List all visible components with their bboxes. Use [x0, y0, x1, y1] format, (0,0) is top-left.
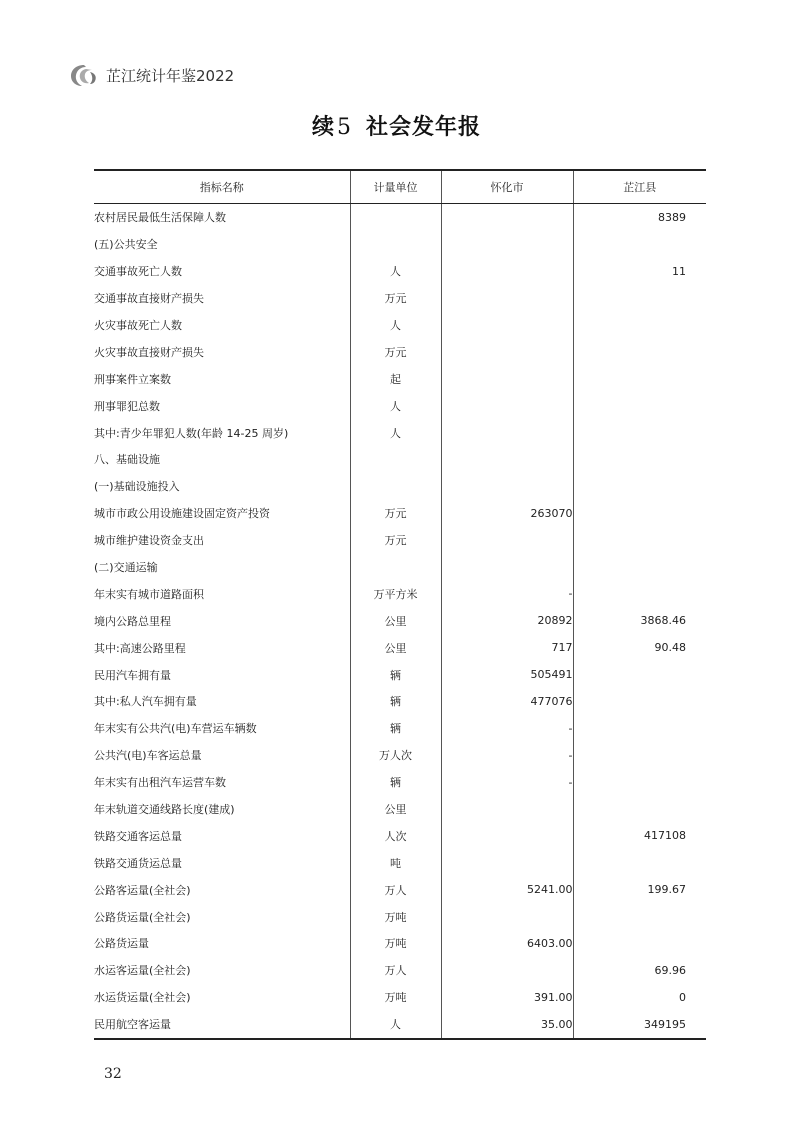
unit-cell: 万元 [350, 527, 441, 554]
indicator-name-cell: 年末实有城市道路面积 [94, 587, 204, 601]
unit-cell: 人 [350, 392, 441, 419]
table-header-row [94, 170, 706, 204]
indicator-name-cell: (五)公共安全 [94, 238, 158, 252]
indicator-name-cell: 火灾事故直接财产损失 [94, 345, 204, 359]
huaihua-value-cell [441, 822, 573, 849]
zhijiang-value-cell [573, 903, 706, 930]
indicator-name-cell: (二)交通运输 [94, 561, 158, 575]
unit-cell: 吨 [350, 849, 441, 876]
zhijiang-value-cell [573, 742, 706, 769]
huaihua-value-cell [441, 527, 573, 554]
table-row [94, 876, 706, 903]
zhijiang-value-cell [573, 392, 706, 419]
indicator-name-cell: 公共汽(电)车客运总量 [94, 749, 202, 763]
huaihua-value-cell: 6403.00 [441, 930, 573, 957]
indicator-name-cell: (一)基础设施投入 [94, 480, 180, 494]
title-prefix: 续 [311, 115, 335, 140]
unit-cell: 辆 [350, 769, 441, 796]
unit-cell: 万人 [350, 957, 441, 984]
indicator-name-cell: 交通事故直接财产损失 [94, 292, 204, 306]
indicator-name-cell: 公路客运量(全社会) [94, 883, 191, 897]
table-row [94, 231, 706, 258]
zhijiang-value-cell [573, 473, 706, 500]
table-row [94, 742, 706, 769]
zhijiang-value-cell [573, 849, 706, 876]
table-row [94, 473, 706, 500]
table-row [94, 984, 706, 1011]
huaihua-value-cell: 35.00 [441, 1011, 573, 1039]
indicator-name-cell: 公路货运量(全社会) [94, 910, 191, 924]
indicator-name-cell: 其中:青少年罪犯人数(年龄 14-25 周岁) [94, 426, 289, 440]
table-row [94, 607, 706, 634]
table-row [94, 634, 706, 661]
table-row [94, 715, 706, 742]
unit-cell: 万人次 [350, 742, 441, 769]
table-row [94, 204, 706, 231]
unit-cell [350, 554, 441, 581]
zhijiang-value-cell [573, 338, 706, 365]
indicator-name-cell: 铁路交通客运总量 [94, 829, 182, 843]
table-row [94, 796, 706, 823]
unit-cell: 公里 [350, 634, 441, 661]
unit-cell: 万平方米 [350, 580, 441, 607]
huaihua-value-cell [441, 365, 573, 392]
indicator-name-cell: 年末实有公共汽(电)车营运车辆数 [94, 722, 257, 736]
zhijiang-value-cell: 417108 [573, 822, 706, 849]
indicator-name-cell: 交通事故死亡人数 [94, 265, 182, 279]
huaihua-value-cell: 5241.00 [441, 876, 573, 903]
unit-cell: 万吨 [350, 930, 441, 957]
huaihua-value-cell [441, 849, 573, 876]
zhijiang-value-cell: 90.48 [573, 634, 706, 661]
unit-cell: 万元 [350, 285, 441, 312]
huaihua-value-cell: 477076 [441, 688, 573, 715]
unit-cell: 万吨 [350, 984, 441, 1011]
table-row [94, 312, 706, 339]
table-row [94, 849, 706, 876]
zhijiang-value-cell [573, 365, 706, 392]
zhijiang-value-cell [573, 419, 706, 446]
huaihua-value-cell [441, 796, 573, 823]
table-row [94, 392, 706, 419]
indicator-name-cell: 八、基础设施 [94, 453, 160, 467]
zhijiang-value-cell [573, 769, 706, 796]
zhijiang-value-cell [573, 580, 706, 607]
zhijiang-value-cell [573, 312, 706, 339]
zhijiang-value-cell: 11 [573, 258, 706, 285]
indicator-name-cell: 铁路交通货运总量 [94, 856, 182, 870]
statistics-table [94, 169, 706, 1040]
table-row [94, 957, 706, 984]
huaihua-value-cell [441, 231, 573, 258]
indicator-name-cell: 水运客运量(全社会) [94, 964, 191, 978]
huaihua-value-cell: - [441, 580, 573, 607]
huaihua-value-cell [441, 258, 573, 285]
zhijiang-value-cell [573, 231, 706, 258]
huaihua-value-cell: 20892 [441, 607, 573, 634]
huaihua-value-cell [441, 392, 573, 419]
unit-cell [350, 204, 441, 231]
table-row [94, 500, 706, 527]
indicator-name-cell: 境内公路总里程 [94, 614, 171, 628]
zhijiang-value-cell [573, 285, 706, 312]
indicator-name-cell: 火灾事故死亡人数 [94, 319, 182, 332]
zhijiang-value-cell [573, 446, 706, 473]
huaihua-value-cell [441, 473, 573, 500]
huaihua-value-cell [441, 903, 573, 930]
zhijiang-value-cell [573, 715, 706, 742]
table-row [94, 365, 706, 392]
indicator-name-cell: 年末实有出租汽车运营车数 [94, 776, 226, 790]
zhijiang-value-cell [573, 796, 706, 823]
zhijiang-value-cell: 3868.46 [573, 607, 706, 634]
zhijiang-value-cell: 8389 [573, 204, 706, 231]
table-row [94, 285, 706, 312]
table-row [94, 688, 706, 715]
zhijiang-value-cell [573, 500, 706, 527]
huaihua-value-cell [441, 957, 573, 984]
column-header-indicator: 指标名称 [94, 170, 350, 204]
huaihua-value-cell: 263070 [441, 500, 573, 527]
zhijiang-value-cell [573, 527, 706, 554]
zhijiang-value-cell: 199.67 [573, 876, 706, 903]
indicator-name-cell: 刑事罪犯总数 [94, 399, 160, 413]
indicator-name-cell: 城市市政公用设施建设固定资产投资 [94, 507, 270, 521]
table-body [94, 204, 706, 1039]
title-number: 5 [337, 115, 352, 140]
running-header [68, 60, 234, 90]
huaihua-value-cell: - [441, 715, 573, 742]
page-title [0, 110, 793, 141]
unit-cell: 辆 [350, 661, 441, 688]
yearbook-logo-icon [68, 62, 100, 88]
unit-cell: 万人 [350, 876, 441, 903]
indicator-name-cell: 农村居民最低生活保障人数 [94, 211, 226, 225]
zhijiang-value-cell: 0 [573, 984, 706, 1011]
unit-cell: 万元 [350, 338, 441, 365]
unit-cell [350, 231, 441, 258]
table-row [94, 1011, 706, 1039]
huaihua-value-cell: 505491 [441, 661, 573, 688]
huaihua-value-cell: 391.00 [441, 984, 573, 1011]
column-header-zhijiang: 芷江县 [573, 170, 706, 204]
unit-cell: 人 [350, 1011, 441, 1039]
table-row [94, 527, 706, 554]
unit-cell: 万元 [350, 500, 441, 527]
unit-cell: 公里 [350, 607, 441, 634]
zhijiang-value-cell: 349195 [573, 1011, 706, 1039]
huaihua-value-cell [441, 446, 573, 473]
column-header-unit: 计量单位 [350, 170, 441, 204]
table-row [94, 903, 706, 930]
unit-cell: 人 [350, 419, 441, 446]
table-row [94, 580, 706, 607]
unit-cell: 人 [350, 258, 441, 285]
page-number: 32 [104, 1066, 122, 1082]
book-title: 芷江统计年鉴2022 [106, 66, 235, 85]
huaihua-value-cell: - [441, 769, 573, 796]
indicator-name-cell: 其中:高速公路里程 [94, 641, 186, 655]
table-row [94, 419, 706, 446]
table-row [94, 661, 706, 688]
unit-cell: 人 [350, 312, 441, 339]
unit-cell: 人次 [350, 822, 441, 849]
huaihua-value-cell [441, 285, 573, 312]
indicator-name-cell: 公路货运量 [94, 937, 149, 951]
table-row [94, 554, 706, 581]
column-header-huaihua: 怀化市 [441, 170, 573, 204]
unit-cell: 辆 [350, 688, 441, 715]
zhijiang-value-cell [573, 930, 706, 957]
indicator-name-cell: 其中:私人汽车拥有量 [94, 695, 197, 709]
title-text: 社会发年报 [366, 115, 482, 140]
table-row [94, 446, 706, 473]
indicator-name-cell: 刑事案件立案数 [94, 372, 171, 386]
indicator-name-cell: 民用航空客运量 [94, 1011, 350, 1039]
huaihua-value-cell: 717 [441, 634, 573, 661]
indicator-name-cell: 城市维护建设资金支出 [94, 534, 204, 548]
huaihua-value-cell [441, 419, 573, 446]
table-row [94, 822, 706, 849]
unit-cell: 万吨 [350, 903, 441, 930]
huaihua-value-cell [441, 312, 573, 339]
indicator-name-cell: 水运货运量(全社会) [94, 991, 191, 1005]
zhijiang-value-cell: 69.96 [573, 957, 706, 984]
huaihua-value-cell [441, 204, 573, 231]
huaihua-value-cell: - [441, 742, 573, 769]
unit-cell: 起 [350, 365, 441, 392]
huaihua-value-cell [441, 554, 573, 581]
table-row [94, 338, 706, 365]
unit-cell: 辆 [350, 715, 441, 742]
indicator-name-cell: 民用汽车拥有量 [94, 668, 171, 682]
zhijiang-value-cell [573, 554, 706, 581]
table-row [94, 930, 706, 957]
zhijiang-value-cell [573, 661, 706, 688]
unit-cell [350, 473, 441, 500]
huaihua-value-cell [441, 338, 573, 365]
table-row [94, 769, 706, 796]
unit-cell: 公里 [350, 796, 441, 823]
table-row [94, 258, 706, 285]
zhijiang-value-cell [573, 688, 706, 715]
unit-cell [350, 446, 441, 473]
indicator-name-cell: 年末轨道交通线路长度(建成) [94, 803, 235, 817]
